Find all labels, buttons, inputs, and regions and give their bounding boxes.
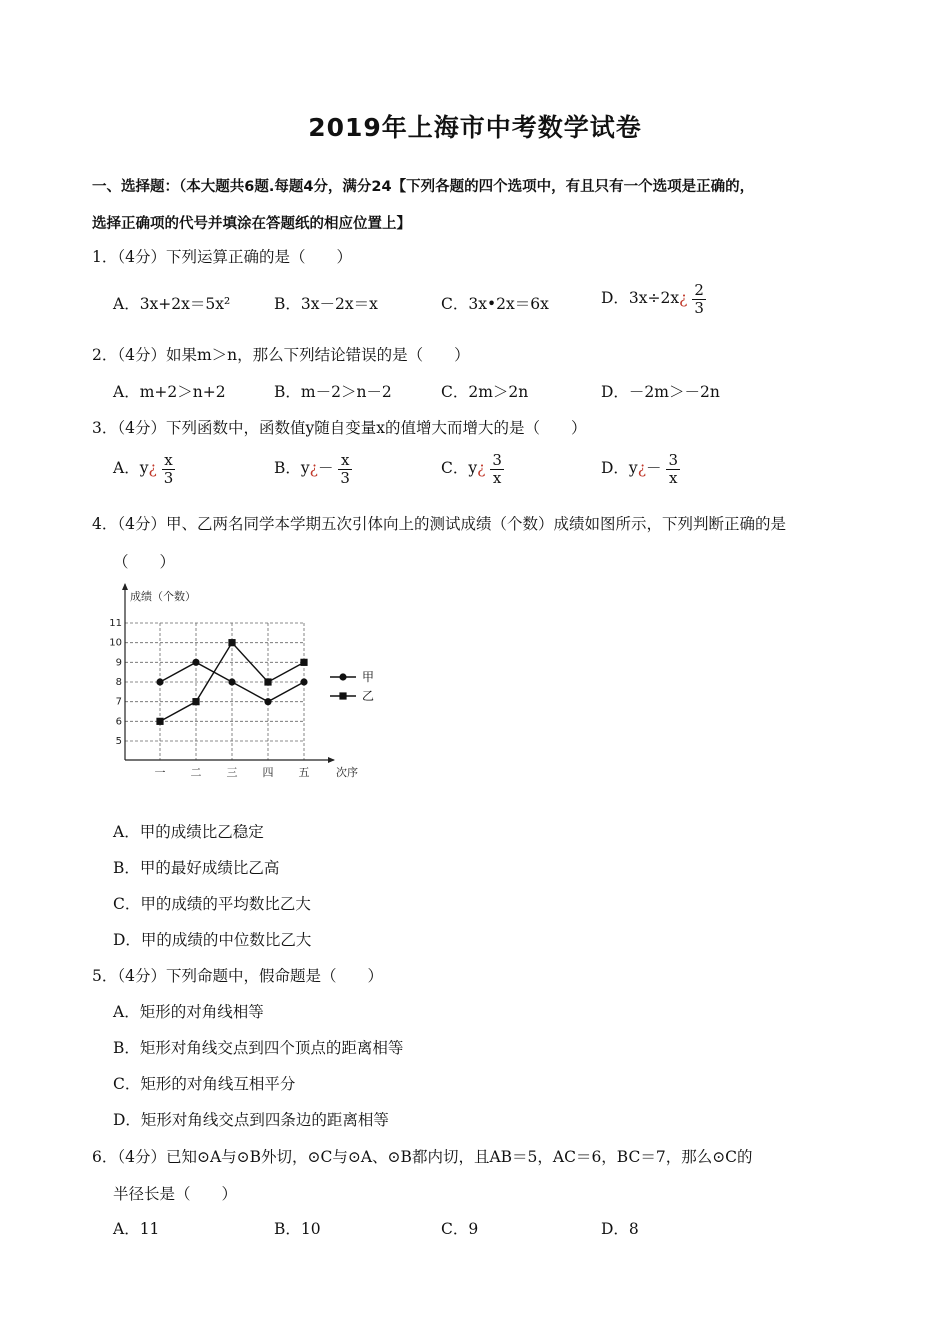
question-5-option-c: C．矩形的对角线互相平分 [113,1075,296,1093]
data-point-circle [228,678,235,685]
mis-encoded-glyph: ¿ [309,459,318,477]
fraction-numerator: 3 [492,451,502,469]
data-point-square [264,678,271,685]
question-4-stem: 4．（4分）甲、乙两名同学本学期五次引体向上的测试成绩（个数）成绩如图所示，下列判断正确的是 [92,515,786,533]
y-tick-label: 10 [109,637,122,649]
question-4-option-d: D．甲的成绩的中位数比乙大 [113,931,312,949]
fraction-numerator: x [162,452,176,470]
question-1-option-a: A．3x+2x＝5x² [113,295,231,313]
section-heading-line2: 选择正确项的代号并填涂在答题纸的相应位置上】 [92,216,411,232]
y-tick-label: 11 [109,618,122,629]
data-point-circle [192,659,199,666]
y-axis-arrow [122,583,128,590]
page-title: 2019年上海市中考数学试卷 [308,113,642,142]
x-tick-label: 五 [298,766,310,779]
fraction-denominator: 3 [163,468,174,487]
question-1-option-d [601,282,706,316]
x-axis-arrow [328,757,335,763]
question-6-option-a: A．11 [113,1220,160,1238]
question-6-option-d: D．8 [601,1220,639,1238]
legend-label: 甲 [362,670,375,684]
data-point-circle [300,678,307,685]
option-d-prefix: D．3x÷2x [601,289,680,307]
option-sign: － [646,459,662,477]
question-2-stem: 2．（4分）如果m＞n，那么下列结论错误的是（ ） [92,346,470,364]
option-prefix: A．y [113,459,149,477]
fraction-numerator: 2 [694,281,704,299]
data-point-square [300,659,307,666]
line-chart [100,578,400,788]
question-3-stem: 3．（4分）下列函数中，函数值y随自变量x的值增大而增大的是（ ） [92,419,587,437]
y-tick-label: 6 [115,716,122,728]
fraction-denominator: x [668,468,678,487]
data-point-square [156,718,163,725]
option-prefix: D．y [601,459,638,477]
question-1-stem: 1．（4分）下列运算正确的是（ ） [92,248,352,266]
x-tick-label: 二 [190,766,202,779]
data-point-square [192,698,199,705]
fraction-denominator: x [492,468,502,487]
x-tick-label: 一 [154,766,166,779]
question-4-option-b: B．甲的最好成绩比乙高 [113,859,280,877]
fraction [692,282,706,316]
data-point-circle [264,698,271,705]
mis-encoded-glyph: ¿ [477,459,486,477]
legend-marker-circle [339,673,346,680]
question-3-option-b [274,452,352,486]
option-sign: － [317,459,334,477]
question-3-option-a [113,452,175,486]
question-1-option-c: C．3x•2x＝6x [441,295,549,313]
question-6-option-c: C．9 [441,1220,479,1238]
question-3-option-d [601,452,680,486]
question-2-option-a: A．m+2＞n+2 [113,383,226,401]
question-4-stem-paren: （ ） [113,553,176,571]
option-prefix: C．y [441,459,478,477]
legend-label: 乙 [362,689,375,703]
question-4-option-c: C．甲的成绩的平均数比乙大 [113,895,311,913]
y-tick-label: 9 [115,657,122,669]
question-6-stem-line2: 半径长是（ ） [113,1185,238,1203]
question-2-option-c: C．2m＞2n [441,383,529,401]
question-3-option-c [441,452,504,486]
mis-encoded-glyph: ¿ [148,459,157,477]
fraction [338,452,352,486]
question-5-option-a: A．矩形的对角线相等 [113,1003,264,1021]
data-point-square [228,639,235,646]
fraction [490,452,504,486]
y-tick-label: 8 [115,677,122,688]
question-5-option-b: B．矩形对角线交点到四个顶点的距离相等 [113,1039,404,1057]
x-tick-label: 三 [226,766,238,779]
chart-series [156,639,307,725]
option-prefix: B．y [274,459,310,477]
section-heading-line1: 一、选择题：（本大题共6题.每题4分，满分24【下列各题的四个选项中，有且只有一个选项是正确的， [92,179,755,195]
fraction-numerator: 3 [668,451,678,469]
mis-encoded-glyph: ¿ [679,289,688,307]
mis-encoded-glyph: ¿ [637,459,646,477]
fraction-numerator: x [338,452,352,470]
x-axis-label: 次序 [336,766,358,779]
x-tick-label: 四 [262,766,274,779]
question-2-option-b: B．m－2＞n－2 [274,383,392,401]
question-2-option-d: D．－2m＞－2n [601,383,720,401]
y-tick-label: 7 [115,696,122,708]
chart-grid [125,623,304,760]
question-6-option-b: B．10 [274,1220,321,1238]
fraction-denominator: 3 [694,298,704,317]
fraction [666,452,680,486]
y-tick-label: 5 [115,736,122,747]
legend-marker-square [339,692,346,699]
question-1-option-b: B．3x－2x＝x [274,295,378,313]
data-point-circle [156,678,163,685]
question-6-stem: 6．（4分）已知⊙A与⊙B外切，⊙C与⊙A、⊙B都内切，且AB＝5，AC＝6，BC＝7，那么⊙C的 [92,1148,753,1166]
question-5-stem: 5．（4分）下列命题中，假命题是（ ） [92,967,383,985]
y-axis-label: 成绩（个数） [130,590,196,603]
question-5-option-d: D．矩形对角线交点到四条边的距离相等 [113,1111,389,1129]
question-4-option-a: A．甲的成绩比乙稳定 [113,823,264,841]
chart-legend [330,670,374,703]
fraction [162,452,176,486]
fraction-denominator: 3 [340,468,350,487]
